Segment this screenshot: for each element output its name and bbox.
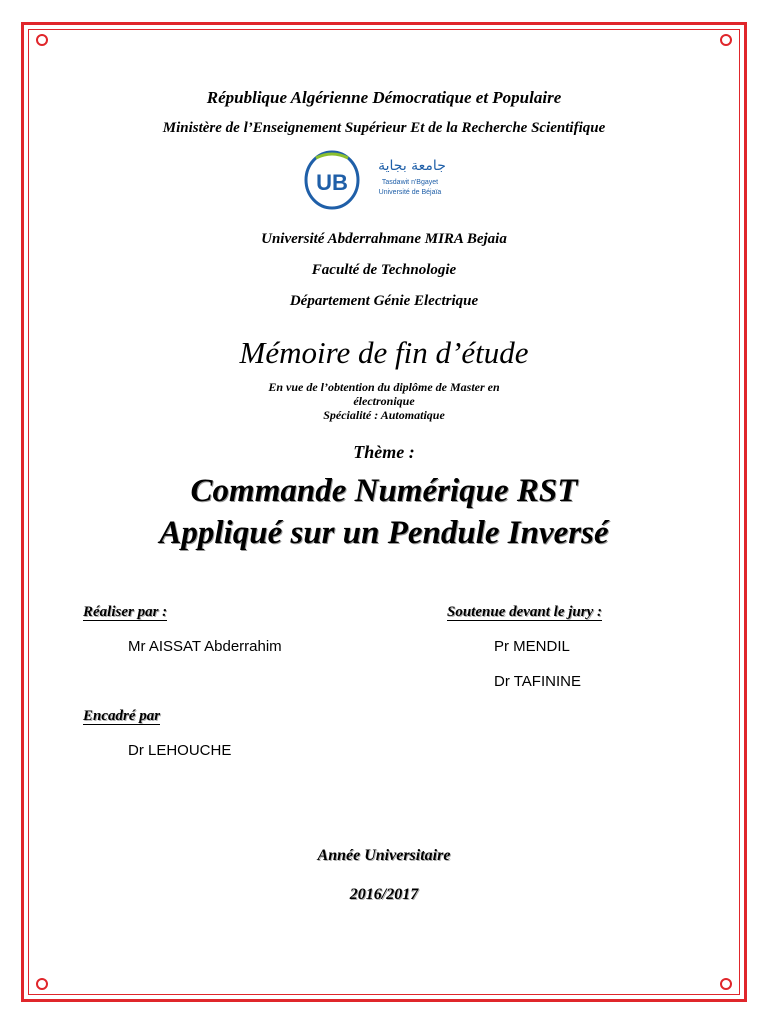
jury-label: Soutenue devant le jury :: [447, 604, 603, 620]
thesis-title: [0, 470, 768, 554]
specialty-line: Spécialité : Automatique: [323, 408, 445, 422]
republic-heading: République Algérienne Démocratique et Populaire: [206, 88, 562, 107]
logo-french-text: Université de Béjaïa: [378, 189, 442, 196]
border-corner-ornament: [720, 978, 732, 990]
memoire-title: Mémoire de fin d’étude: [239, 335, 529, 370]
degree-line-1: En vue de l’obtention du diplôme de Master en: [268, 380, 500, 394]
jury-member-2: Dr TAFININE: [494, 673, 581, 690]
thesis-title-line-1: Commande Numérique RST: [190, 473, 578, 509]
ministry-heading: Ministère de l’Enseignement Supérieur Et de la Recherche Scientifique: [162, 120, 606, 136]
university-name: Université Abderrahmane MIRA Bejaia: [261, 231, 507, 247]
thesis-title-line-2: Appliqué sur un Pendule Inversé: [159, 515, 609, 551]
border-corner-ornament: [720, 34, 732, 46]
theme-label: Thème :: [353, 442, 415, 462]
author-label: Réaliser par :: [83, 604, 168, 620]
author-name: Mr AISSAT Abderrahim: [128, 638, 282, 655]
department-name: Département Génie Electrique: [289, 293, 479, 309]
border-corner-ornament: [36, 34, 48, 46]
logo-arabic-text: جامعة بجاية: [378, 158, 446, 174]
academic-year: 2016/2017: [349, 886, 419, 903]
border-corner-ornament: [36, 978, 48, 990]
academic-year-label: Année Universitaire: [317, 847, 451, 864]
logo-berber-text: Tasdawit n'Bgayet: [381, 179, 439, 186]
supervisor-name: Dr LEHOUCHE: [128, 742, 232, 759]
supervisor-label: Encadré par: [83, 708, 161, 724]
degree-subtitle: [0, 380, 768, 422]
faculty-name: Faculté de Technologie: [311, 262, 457, 278]
university-logo: [300, 148, 450, 212]
jury-member-1: Pr MENDIL: [494, 638, 570, 655]
degree-line-2: électronique: [353, 394, 415, 408]
logo-letters: UB: [316, 170, 348, 195]
